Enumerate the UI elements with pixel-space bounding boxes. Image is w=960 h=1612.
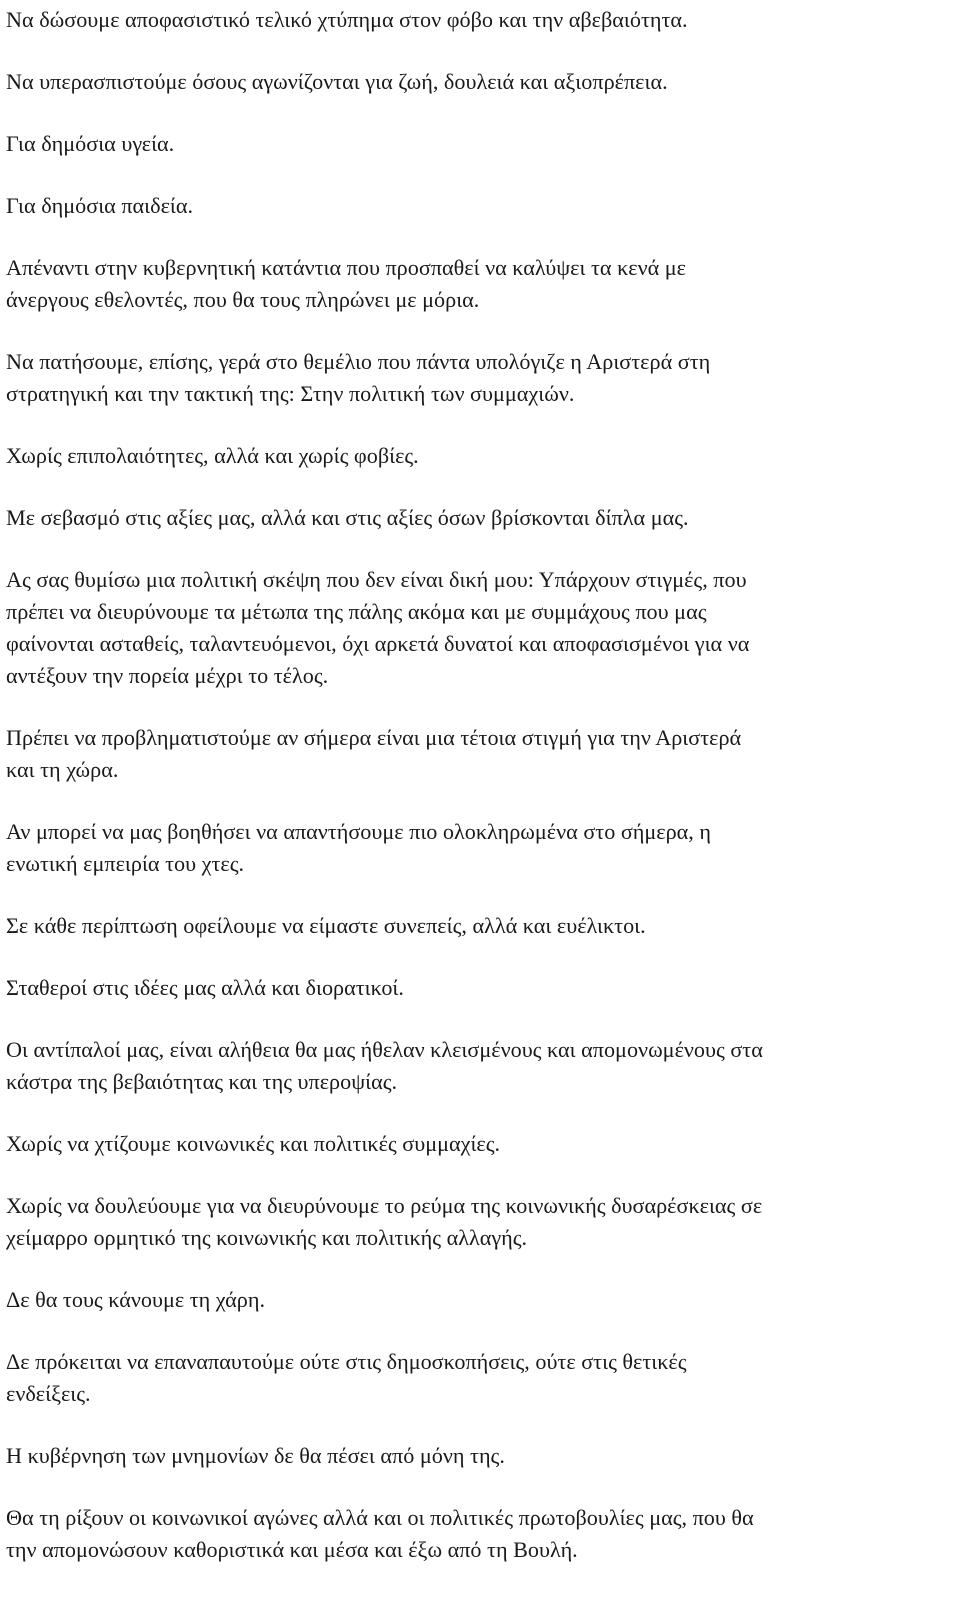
text-line: πρέπει να διευρύνουμε τα μέτωπα της πάλης ακόμα και με συμμάχους που μας: [6, 599, 707, 624]
paragraph: [6, 190, 940, 222]
paragraph: [6, 66, 940, 98]
text-line: Η κυβέρνηση των μνημονίων δε θα πέσει από μόνη της.: [6, 1443, 505, 1468]
text-line: Πρέπει να προβληματιστούμε αν σήμερα είναι μια τέτοια στιγμή για την Αριστερά: [6, 725, 742, 750]
paragraph: [6, 564, 940, 692]
text-line: Να δώσουμε αποφασιστικό τελικό χτύπημα στον φόβο και την αβεβαιότητα.: [6, 7, 688, 32]
paragraph: [6, 910, 940, 942]
text-line: Θα τη ρίξουν οι κοινωνικοί αγώνες αλλά και οι πολιτικές πρωτοβουλίες μας, που θα: [6, 1505, 754, 1530]
text-line: Με σεβασμό στις αξίες μας, αλλά και στις αξίες όσων βρίσκονται δίπλα μας.: [6, 505, 689, 530]
text-line: ενωτική εμπειρία του χτες.: [6, 851, 245, 876]
text-line: Να πατήσουμε, επίσης, γερά στο θεμέλιο που πάντα υπολόγιζε η Αριστερά στη: [6, 349, 711, 374]
paragraph: [6, 4, 940, 36]
text-line: Δε πρόκειται να επαναπαυτούμε ούτε στις δημοσκοπήσεις, ούτε στις θετικές: [6, 1349, 687, 1374]
document-body: [6, 4, 940, 1566]
text-line: Ας σας θυμίσω μια πολιτική σκέψη που δεν είναι δική μου: Υπάρχουν στιγμές, που: [6, 567, 747, 592]
text-line: αντέξουν την πορεία μέχρι το τέλος.: [6, 663, 329, 688]
paragraph: [6, 816, 940, 880]
text-line: Χωρίς να δουλεύουμε για να διευρύνουμε το ρεύμα της κοινωνικής δυσαρέσκειας σε: [6, 1193, 763, 1218]
text-line: φαίνονται ασταθείς, ταλαντευόμενοι, όχι αρκετά δυνατοί και αποφασισμένοι για να: [6, 631, 750, 656]
text-line: ενδείξεις.: [6, 1381, 91, 1406]
paragraph: [6, 1190, 940, 1254]
text-line: Για δημόσια παιδεία.: [6, 193, 194, 218]
text-line: την απομονώσουν καθοριστικά και μέσα και έξω από τη Βουλή.: [6, 1537, 578, 1562]
paragraph: [6, 502, 940, 534]
paragraph: [6, 1440, 940, 1472]
text-line: Χωρίς να χτίζουμε κοινωνικές και πολιτικές συμμαχίες.: [6, 1131, 501, 1156]
paragraph: [6, 1284, 940, 1316]
paragraph: [6, 1502, 940, 1566]
text-line: Σταθεροί στις ιδέες μας αλλά και διορατικοί.: [6, 975, 404, 1000]
text-line: άνεργους εθελοντές, που θα τους πληρώνει με μόρια.: [6, 287, 480, 312]
text-line: και τη χώρα.: [6, 757, 119, 782]
paragraph: [6, 972, 940, 1004]
paragraph: [6, 128, 940, 160]
paragraph: [6, 1346, 940, 1410]
paragraph: [6, 1034, 940, 1098]
text-line: στρατηγική και την τακτική της: Στην πολιτική των συμμαχιών.: [6, 381, 575, 406]
text-line: Χωρίς επιπολαιότητες, αλλά και χωρίς φοβίες.: [6, 443, 419, 468]
text-line: χείμαρρο ορμητικό της κοινωνικής και πολιτικής αλλαγής.: [6, 1225, 528, 1250]
paragraph: [6, 722, 940, 786]
text-line: Απέναντι στην κυβερνητική κατάντια που προσπαθεί να καλύψει τα κενά με: [6, 255, 686, 280]
text-line: Αν μπορεί να μας βοηθήσει να απαντήσουμε πιο ολοκληρωμένα στο σήμερα, η: [6, 819, 712, 844]
paragraph: [6, 346, 940, 410]
text-line: Σε κάθε περίπτωση οφείλουμε να είμαστε συνεπείς, αλλά και ευέλικτοι.: [6, 913, 646, 938]
paragraph: [6, 1128, 940, 1160]
text-line: κάστρα της βεβαιότητας και της υπεροψίας.: [6, 1069, 398, 1094]
text-line: Για δημόσια υγεία.: [6, 131, 175, 156]
text-line: Οι αντίπαλοί μας, είναι αλήθεια θα μας ήθελαν κλεισμένους και απομονωμένους στα: [6, 1037, 763, 1062]
text-line: Να υπερασπιστούμε όσους αγωνίζονται για ζωή, δουλειά και αξιοπρέπεια.: [6, 69, 668, 94]
paragraph: [6, 252, 940, 316]
text-line: Δε θα τους κάνουμε τη χάρη.: [6, 1287, 266, 1312]
paragraph: [6, 440, 940, 472]
